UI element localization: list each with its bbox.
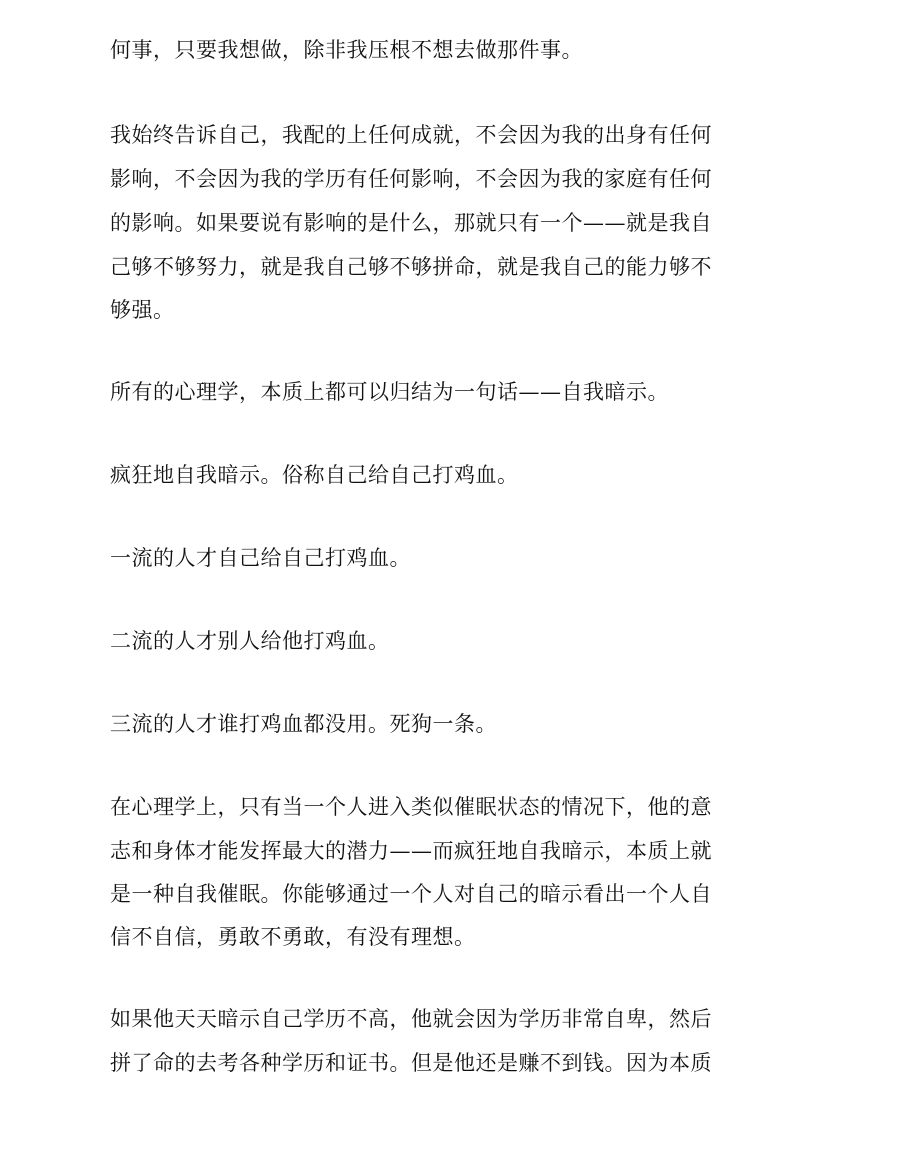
paragraph-line: 疯狂地自我暗示。俗称自己给自己打鸡血。 (110, 463, 519, 487)
paragraph-line: 二流的人才别人给他打鸡血。 (110, 629, 390, 653)
paragraph-line: 在心理学上，只有当一个人进入类似催眠状态的情况下，他的意 (110, 795, 712, 819)
paragraph-line: 志和身体才能发挥最大的潜力——而疯狂地自我暗示，本质上就 (110, 839, 712, 863)
paragraph-line: 拼了命的去考各种学历和证书。但是他还是赚不到钱。因为本质 (110, 1051, 712, 1075)
paragraph-line: 三流的人才谁打鸡血都没用。死狗一条。 (110, 712, 497, 736)
paragraph-line: 够强。 (110, 298, 175, 322)
paragraph-line: 己够不够努力，就是我自己够不够拼命，就是我自己的能力够不 (110, 255, 712, 279)
paragraph-line: 何事，只要我想做，除非我压根不想去做那件事。 (110, 38, 583, 62)
paragraph-line: 的影响。如果要说有影响的是什么，那就只有一个——就是我自 (110, 211, 712, 235)
paragraph-line: 一流的人才自己给自己打鸡血。 (110, 546, 411, 570)
paragraph-line: 是一种自我催眠。你能够通过一个人对自己的暗示看出一个人自 (110, 882, 712, 906)
paragraph-line: 信不自信，勇敢不勇敢，有没有理想。 (110, 925, 476, 949)
paragraph-line: 如果他天天暗示自己学历不高，他就会因为学历非常自卑，然后 (110, 1007, 712, 1031)
paragraph-line: 所有的心理学，本质上都可以归结为一句话——自我暗示。 (110, 380, 669, 404)
paragraph-line: 我始终告诉自己，我配的上任何成就，不会因为我的出身有任何 (110, 123, 712, 147)
paragraph-line: 影响，不会因为我的学历有任何影响，不会因为我的家庭有任何 (110, 167, 712, 191)
